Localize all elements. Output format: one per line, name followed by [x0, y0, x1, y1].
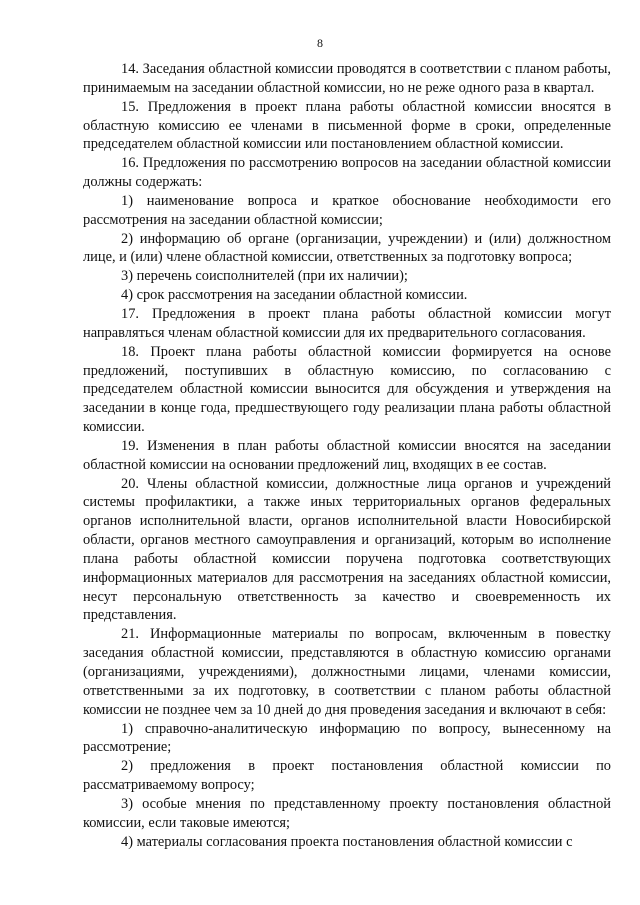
paragraph-15: 15. Предложения в проект плана работы областной комиссии вносятся в областную комиссию ее членами в письменной форме в сроки, определенные председателем областной комиссии или постановлением областной комиссии.	[83, 98, 611, 153]
list-item-21-3: 3) особые мнения по представленному проекту постановления областной комиссии, если таковые имеются;	[83, 795, 611, 831]
paragraph-14: 14. Заседания областной комиссии проводятся в соответствии с планом работы, принимаемым на заседании областной комиссии, но не реже одного раза в квартал.	[83, 61, 611, 96]
list-item-21-4: 4) материалы согласования проекта постановления областной комиссии с	[121, 833, 573, 850]
list-item-21-2: 2) предложения в проект постановления областной комиссии по рассматриваемому вопросу;	[83, 758, 611, 794]
document-body	[83, 60, 611, 851]
page-number: 8	[317, 36, 323, 50]
paragraph-21: 21. Информационные материалы по вопросам, включенным в повестку заседания областной комиссии, представляются в областную комиссию органами (организациями, учреждениями), должностными лицами, членами комиссии, ответственными за их подготовку, в соответствии с планом работы областной комиссии не позднее чем за 10 дней до дня проведения заседания и включают в себя:	[83, 626, 611, 718]
paragraph-17: 17. Предложения в проект плана работы областной комиссии могут направляться членам областной комиссии для их предварительного согласования.	[83, 305, 611, 341]
paragraph-19: 19. Изменения в план работы областной комиссии вносятся на заседании областной комиссии на основании предложений лиц, входящих в ее состав.	[83, 437, 611, 473]
paragraph-18: 18. Проект плана работы областной комиссии формируется на основе предложений, поступивших в областную комиссию, по согласованию с председателем областной комиссии выносится для обсуждения и утверждения на заседании в конце года, предшествующего году реализации плана работы областной комиссии.	[83, 343, 611, 436]
paragraph-16: 16. Предложения по рассмотрению вопросов на заседании областной комиссии должны содержать:	[83, 155, 611, 191]
list-item-21-1: 1) справочно-аналитическую информацию по вопросу, вынесенному на рассмотрение;	[83, 720, 611, 756]
list-item-16-1: 1) наименование вопроса и краткое обоснование необходимости его рассмотрения на заседании областной комиссии;	[83, 192, 611, 228]
paragraph-20: 20. Члены областной комиссии, должностные лица органов и учреждений системы профилактики, а также иных территориальных органов федеральных органов исполнительной власти, органов исполнительной власти Новосибирской области, органов местного самоуправления и организаций, которым во исполнение плана работы областной комиссии поручена подготовка соответствующих информационных материалов для рассмотрения на заседаниях областной комиссии, несут персональную ответственность за качество и своевременность их представления.	[83, 475, 611, 624]
list-item-16-4: 4) срок рассмотрения на заседании областной комиссии.	[121, 287, 468, 304]
list-item-16-3: 3) перечень соисполнителей (при их наличии);	[121, 268, 408, 285]
list-item-16-2: 2) информацию об органе (организации, учреждении) и (или) должностном лице, и (или) члене областной комиссии, ответственных за подготовку вопроса;	[83, 230, 611, 266]
